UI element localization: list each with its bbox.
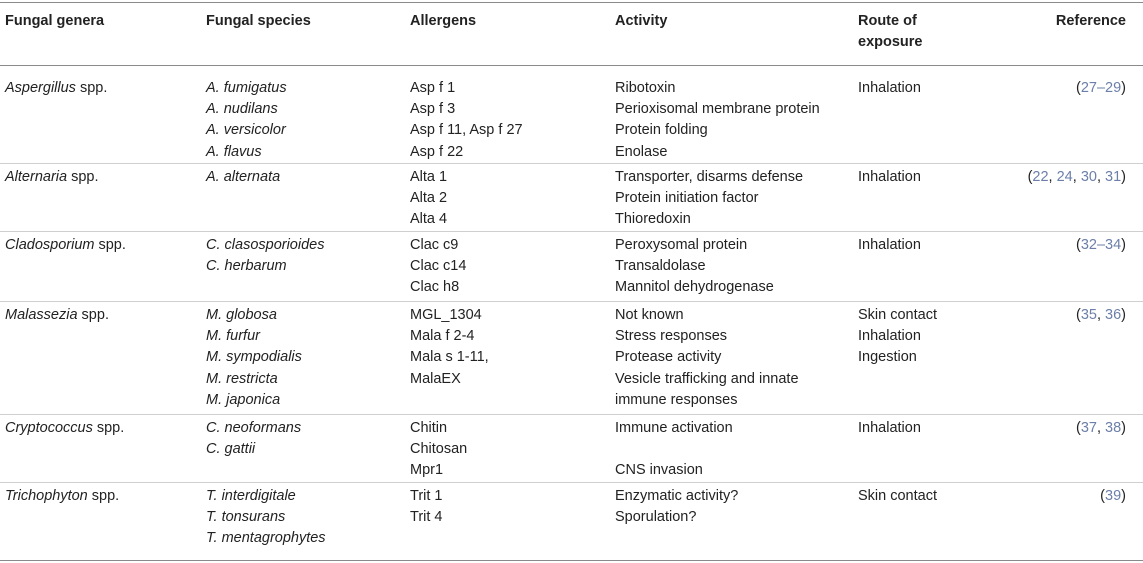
header-fungal-genera: Fungal genera bbox=[5, 13, 105, 29]
activity-line: Transaldolase bbox=[615, 258, 706, 275]
reference-line bbox=[1076, 418, 1126, 439]
reference-line bbox=[1028, 167, 1126, 188]
genus-name: Cryptococcus bbox=[5, 420, 93, 436]
activity-line: Stress responses bbox=[615, 328, 728, 345]
activity-line: Thioredoxin bbox=[615, 211, 691, 228]
allergen-line: MGL_1304 bbox=[410, 307, 482, 323]
route-cell bbox=[858, 78, 921, 99]
reference-separator: , bbox=[1096, 169, 1106, 185]
genus-cell bbox=[5, 418, 124, 439]
reference-close-paren: ) bbox=[1121, 169, 1126, 185]
reference-open-paren: ( bbox=[1075, 80, 1081, 96]
species-line bbox=[206, 507, 326, 528]
route-line: Ingestion bbox=[858, 349, 917, 366]
species-name: M. sympodialis bbox=[206, 349, 302, 366]
activity-line: Perioxisomal membrane protein bbox=[615, 101, 820, 118]
allergen-line: Asp f 22 bbox=[410, 143, 464, 160]
reference-link[interactable]: 24 bbox=[1056, 169, 1073, 185]
reference-separator: , bbox=[1096, 420, 1106, 436]
reference-close-paren: ) bbox=[1121, 488, 1126, 504]
allergen-line: Alta 2 bbox=[410, 190, 448, 207]
species-name: A. versicolor bbox=[206, 122, 286, 139]
header-reference: Reference bbox=[1055, 13, 1126, 29]
activity-line: Vesicle trafficking and innate bbox=[615, 370, 799, 387]
species-name: C. neoformans bbox=[206, 420, 302, 436]
species-line bbox=[206, 347, 302, 368]
reference-line bbox=[1076, 78, 1126, 99]
allergen-line: Alta 1 bbox=[410, 169, 448, 185]
genus-name: Cladosporium bbox=[5, 237, 95, 253]
reference-link[interactable]: 38 bbox=[1105, 420, 1122, 436]
reference-separator: , bbox=[1096, 307, 1106, 323]
reference-link[interactable]: 27–29 bbox=[1080, 80, 1122, 96]
reference-close-paren: ) bbox=[1121, 237, 1126, 253]
activity-line: Immune activation bbox=[615, 420, 733, 436]
route-cell bbox=[858, 305, 937, 369]
activity-line bbox=[615, 439, 733, 460]
reference-open-paren: ( bbox=[1075, 307, 1081, 323]
reference-link[interactable]: 31 bbox=[1105, 169, 1122, 185]
reference-link[interactable]: 39 bbox=[1105, 488, 1122, 504]
reference-link[interactable]: 37 bbox=[1080, 420, 1097, 436]
route-cell bbox=[858, 167, 921, 188]
table-header-row bbox=[0, 11, 1143, 65]
table-row bbox=[0, 167, 1143, 232]
species-line bbox=[206, 99, 287, 120]
table-top-rule bbox=[0, 2, 1143, 3]
species-line bbox=[206, 120, 287, 141]
reference-close-paren: ) bbox=[1121, 307, 1126, 323]
genus-line bbox=[5, 418, 124, 439]
reference-line bbox=[1076, 235, 1126, 256]
reference-open-paren: ( bbox=[1100, 488, 1106, 504]
species-name: A. alternata bbox=[206, 169, 281, 185]
genus-line bbox=[5, 305, 109, 326]
species-line bbox=[206, 142, 287, 163]
route-line: Inhalation bbox=[858, 328, 921, 345]
reference-link[interactable]: 36 bbox=[1105, 307, 1122, 323]
reference-close-paren: ) bbox=[1121, 80, 1126, 96]
genus-suffix: spp. bbox=[92, 420, 125, 436]
species-cell bbox=[206, 167, 280, 188]
genus-line bbox=[5, 167, 99, 188]
genus-cell bbox=[5, 305, 109, 326]
reference-close-paren: ) bbox=[1121, 420, 1126, 436]
activity-line: Protease activity bbox=[615, 349, 722, 366]
species-name: A. fumigatus bbox=[206, 80, 287, 96]
activity-line: Protein folding bbox=[615, 122, 708, 139]
species-line bbox=[206, 256, 324, 277]
activity-line: Not known bbox=[615, 307, 684, 323]
genus-line bbox=[5, 78, 107, 99]
allergen-line: Asp f 1 bbox=[410, 80, 456, 96]
route-line: Inhalation bbox=[858, 420, 921, 436]
header-activity: Activity bbox=[615, 13, 668, 29]
allergen-line: Alta 4 bbox=[410, 211, 448, 228]
activity-line: Enolase bbox=[615, 143, 668, 160]
table-row bbox=[0, 305, 1143, 415]
allergens-cell bbox=[410, 78, 523, 163]
activity-line: Transporter, disarms defense bbox=[615, 169, 804, 185]
allergens-cell bbox=[410, 486, 443, 528]
genus-cell bbox=[5, 167, 99, 188]
species-name: T. interdigitale bbox=[206, 488, 296, 504]
species-line bbox=[206, 167, 280, 188]
species-line bbox=[206, 326, 302, 347]
route-line: Skin contact bbox=[858, 307, 937, 323]
species-name: T. mentagrophytes bbox=[206, 530, 326, 547]
activity-cell bbox=[615, 78, 820, 163]
genus-name: Trichophyton bbox=[5, 488, 88, 504]
allergen-line: Clac c14 bbox=[410, 258, 467, 275]
reference-link[interactable]: 35 bbox=[1080, 307, 1097, 323]
species-line bbox=[206, 235, 324, 256]
species-line bbox=[206, 369, 302, 390]
activity-cell bbox=[615, 167, 803, 231]
allergen-line: Mpr1 bbox=[410, 462, 444, 479]
species-line bbox=[206, 418, 301, 439]
allergens-cell bbox=[410, 167, 447, 231]
reference-open-paren: ( bbox=[1027, 169, 1033, 185]
genus-suffix: spp. bbox=[77, 307, 109, 323]
allergen-line: Chitosan bbox=[410, 441, 468, 458]
allergen-line: Clac h8 bbox=[410, 279, 460, 296]
genus-suffix: spp. bbox=[87, 488, 120, 504]
reference-separator: , bbox=[1048, 169, 1057, 185]
species-line bbox=[206, 390, 302, 411]
species-name: T. tonsurans bbox=[206, 509, 286, 526]
activity-cell bbox=[615, 235, 774, 299]
header-route-of-exposure: Route of exposure bbox=[858, 13, 923, 50]
reference-open-paren: ( bbox=[1075, 420, 1081, 436]
table-row bbox=[0, 235, 1143, 302]
genus-name: Aspergillus bbox=[5, 80, 76, 96]
reference-separator: , bbox=[1072, 169, 1081, 185]
species-cell bbox=[206, 418, 301, 460]
genus-line bbox=[5, 235, 126, 256]
genus-line bbox=[5, 486, 119, 507]
species-name: A. nudilans bbox=[206, 101, 278, 118]
activity-line: Peroxysomal protein bbox=[615, 237, 748, 253]
genus-suffix: spp. bbox=[94, 237, 126, 253]
allergen-line: Mala f 2-4 bbox=[410, 328, 475, 345]
table-header-rule bbox=[0, 65, 1143, 66]
header-fungal-species: Fungal species bbox=[206, 13, 311, 29]
species-name: C. gattii bbox=[206, 441, 256, 458]
reference-line bbox=[1076, 305, 1126, 326]
reference-link[interactable]: 32–34 bbox=[1080, 237, 1122, 253]
table-bottom-rule bbox=[0, 560, 1143, 561]
route-line: Inhalation bbox=[858, 237, 921, 253]
activity-line: Protein initiation factor bbox=[615, 190, 759, 207]
genus-name: Alternaria bbox=[5, 169, 68, 185]
species-cell bbox=[206, 486, 326, 550]
activity-line: Ribotoxin bbox=[615, 80, 676, 96]
table-row bbox=[0, 78, 1143, 164]
route-line: Skin contact bbox=[858, 488, 937, 504]
reference-cell bbox=[1076, 418, 1126, 439]
species-line bbox=[206, 305, 302, 326]
activity-line: Sporulation? bbox=[615, 509, 697, 526]
table-row bbox=[0, 486, 1143, 552]
species-name: A. flavus bbox=[206, 143, 262, 160]
reference-cell bbox=[1076, 78, 1126, 99]
allergen-line: Chitin bbox=[410, 420, 448, 436]
genus-cell bbox=[5, 486, 119, 507]
allergen-line: MalaEX bbox=[410, 370, 461, 387]
genus-cell bbox=[5, 78, 107, 99]
table-row bbox=[0, 418, 1143, 483]
route-line: Inhalation bbox=[858, 169, 921, 185]
allergens-cell bbox=[410, 418, 467, 482]
activity-cell bbox=[615, 305, 799, 411]
species-line bbox=[206, 486, 326, 507]
species-cell bbox=[206, 305, 302, 411]
species-line bbox=[206, 78, 287, 99]
species-cell bbox=[206, 78, 287, 163]
route-cell bbox=[858, 235, 921, 256]
species-name: C. herbarum bbox=[206, 258, 287, 275]
allergen-line: Trit 1 bbox=[410, 488, 443, 504]
reference-cell bbox=[1076, 305, 1126, 326]
reference-cell bbox=[1076, 235, 1126, 256]
allergen-line: Mala s 1-11, bbox=[410, 349, 489, 366]
allergen-line: Asp f 3 bbox=[410, 101, 456, 118]
activity-line: Mannitol dehydrogenase bbox=[615, 279, 774, 296]
route-line: Inhalation bbox=[858, 80, 921, 96]
species-line bbox=[206, 439, 301, 460]
activity-cell bbox=[615, 486, 738, 528]
activity-line: Enzymatic activity? bbox=[615, 488, 739, 504]
allergen-line: Clac c9 bbox=[410, 237, 459, 253]
genus-suffix: spp. bbox=[67, 169, 99, 185]
species-name: M. globosa bbox=[206, 307, 277, 323]
activity-cell bbox=[615, 418, 733, 482]
allergens-cell bbox=[410, 235, 466, 299]
reference-line bbox=[1100, 486, 1126, 507]
reference-cell bbox=[1100, 486, 1126, 507]
activity-line: immune responses bbox=[615, 391, 738, 408]
reference-link[interactable]: 30 bbox=[1080, 169, 1097, 185]
route-cell bbox=[858, 486, 937, 507]
species-cell bbox=[206, 235, 324, 277]
route-cell bbox=[858, 418, 921, 439]
header-allergens: Allergens bbox=[410, 13, 477, 29]
species-name: M. japonica bbox=[206, 391, 281, 408]
reference-link[interactable]: 22 bbox=[1032, 169, 1049, 185]
genus-suffix: spp. bbox=[75, 80, 108, 96]
species-name: M. furfur bbox=[206, 328, 260, 345]
species-line bbox=[206, 528, 326, 549]
reference-cell bbox=[1028, 167, 1126, 188]
species-name: C. clasosporioides bbox=[206, 237, 325, 253]
genus-cell bbox=[5, 235, 126, 256]
species-name: M. restricta bbox=[206, 370, 278, 387]
allergen-line: Trit 4 bbox=[410, 509, 443, 526]
allergen-line: Asp f 11, Asp f 27 bbox=[410, 122, 523, 139]
genus-name: Malassezia bbox=[5, 307, 78, 323]
reference-open-paren: ( bbox=[1075, 237, 1081, 253]
activity-line: CNS invasion bbox=[615, 462, 703, 479]
allergens-cell bbox=[410, 305, 489, 390]
